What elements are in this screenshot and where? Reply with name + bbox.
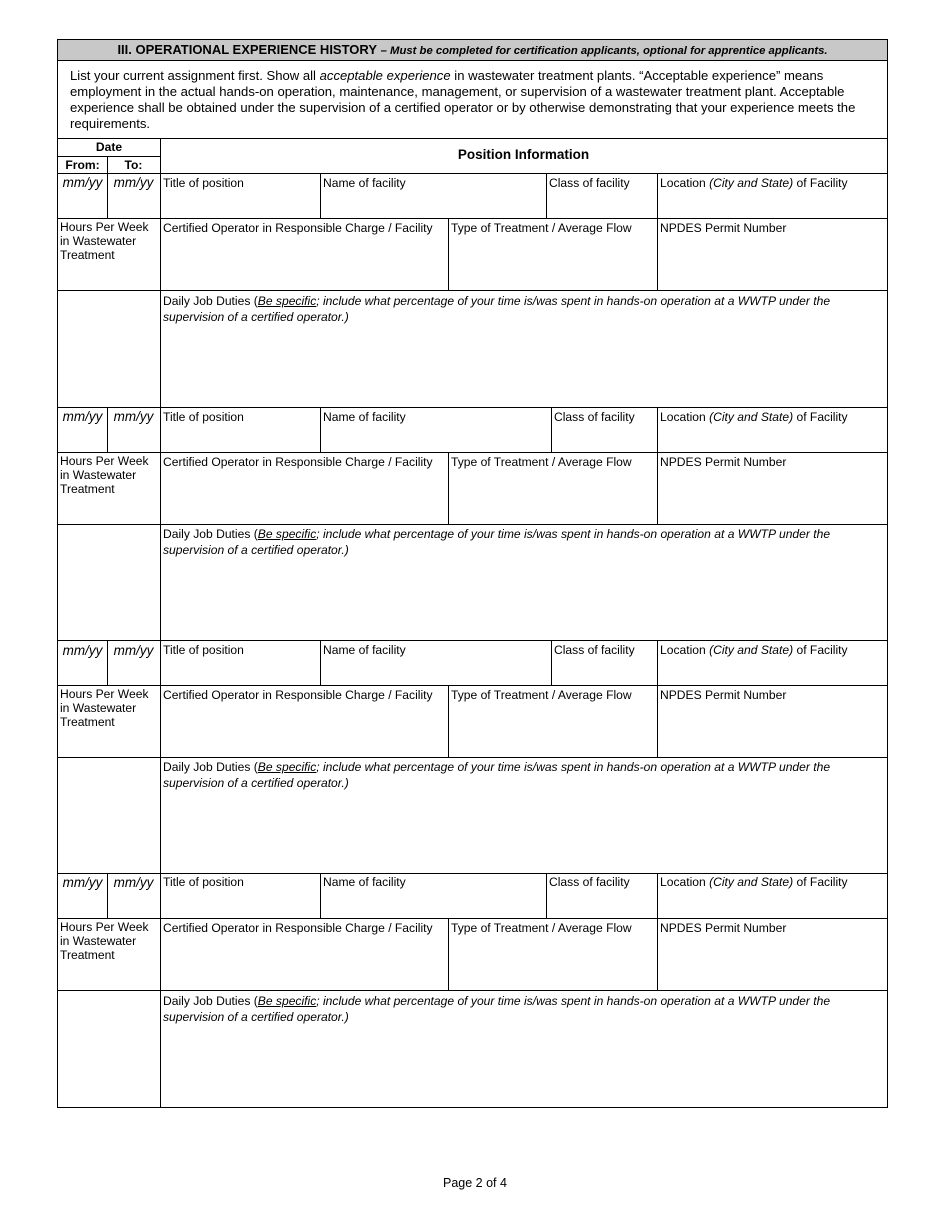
entry-2-location[interactable] — [660, 410, 848, 424]
entry-4-to-mmyy[interactable]: mm/yy — [113, 875, 154, 890]
section-note: – Must be completed for certification applicants, optional for apprentice applicants. — [380, 45, 828, 57]
entry-3-certified-operator[interactable]: Certified Operator in Responsible Charge / Facility — [163, 688, 433, 702]
entry-1-location[interactable] — [660, 176, 848, 190]
location-label: Location — [660, 875, 710, 889]
entry-3-div-d — [448, 685, 449, 757]
entry-3-div-c — [657, 640, 658, 757]
instructions-part-1: List your current assignment first. Show all — [70, 68, 320, 83]
entry-1-name-of-facility[interactable]: Name of facility — [323, 176, 406, 190]
instructions — [70, 68, 880, 132]
entry-3-div-b — [551, 640, 552, 685]
entry-1-class-of-facility[interactable]: Class of facility — [549, 176, 630, 190]
entry-4-location[interactable] — [660, 875, 848, 889]
entry-3-to-mmyy[interactable]: mm/yy — [113, 643, 154, 658]
entry-1-div-c — [657, 173, 658, 290]
page-number: Page 2 of 4 — [443, 1176, 507, 1190]
section-header — [58, 40, 887, 61]
duties-label: Daily Job Duties ( — [163, 760, 258, 774]
entry-2-daily-job-duties[interactable] — [163, 526, 863, 558]
entry-3-hours-per-week[interactable]: Hours Per Week in Wastewater Treatment — [60, 687, 149, 729]
location-label-end: of Facility — [793, 643, 848, 657]
entry-1-bottom — [58, 407, 887, 408]
duties-label-underlined: Be specific — [257, 760, 317, 774]
entry-4-div-a — [320, 873, 321, 918]
date-header-divider — [58, 156, 160, 157]
duties-label: Daily Job Duties ( — [163, 294, 258, 308]
duties-label: Daily Job Duties ( — [163, 527, 258, 541]
location-label: Location — [660, 643, 710, 657]
entry-4-row-divider-2 — [58, 990, 887, 991]
entry-3-from-mmyy[interactable]: mm/yy — [62, 643, 103, 658]
entry-4-certified-operator[interactable]: Certified Operator in Responsible Charge / Facility — [163, 921, 433, 935]
location-label: Location — [660, 176, 710, 190]
location-label: Location — [660, 410, 710, 424]
duties-label-rest: ; include what percentage of your time is/was spent in hands-on operation at a WWTP under the supervision of a certified operator.) — [163, 760, 831, 790]
entry-1-from-mmyy[interactable]: mm/yy — [62, 175, 103, 190]
instructions-italic: acceptable experience — [319, 68, 451, 83]
entry-3-title-of-position[interactable]: Title of position — [163, 643, 244, 657]
entry-1-certified-operator[interactable]: Certified Operator in Responsible Charge / Facility — [163, 221, 433, 235]
entry-4-from-mmyy[interactable]: mm/yy — [62, 875, 103, 890]
entry-1-to-mmyy[interactable]: mm/yy — [113, 175, 154, 190]
location-label-end: of Facility — [793, 410, 848, 424]
entry-2-bottom — [58, 640, 887, 641]
duties-label-rest: ; include what percentage of your time is/was spent in hands-on operation at a WWTP under the supervision of a certified operator.) — [163, 994, 831, 1024]
entry-1-div-d — [448, 218, 449, 290]
entry-4-type-of-treatment[interactable]: Type of Treatment / Average Flow — [451, 921, 632, 935]
entry-2-hours-per-week[interactable]: Hours Per Week in Wastewater Treatment — [60, 454, 149, 496]
entry-4-title-of-position[interactable]: Title of position — [163, 875, 244, 889]
entry-2-type-of-treatment[interactable]: Type of Treatment / Average Flow — [451, 455, 632, 469]
entry-4-hours-per-week[interactable]: Hours Per Week in Wastewater Treatment — [60, 920, 149, 962]
from-header: From: — [65, 158, 100, 172]
entry-2-row-divider-1 — [58, 452, 887, 453]
entry-2-row-divider-2 — [58, 524, 887, 525]
entry-3-class-of-facility[interactable]: Class of facility — [554, 643, 635, 657]
entry-4-daily-job-duties[interactable] — [163, 993, 863, 1025]
entry-4-npdes[interactable]: NPDES Permit Number — [660, 921, 787, 935]
left-column-divider — [160, 138, 161, 1107]
position-info-header: Position Information — [457, 147, 590, 162]
entry-2-name-of-facility[interactable]: Name of facility — [323, 410, 406, 424]
entry-4-div-c — [657, 873, 658, 990]
entry-2-to-mmyy[interactable]: mm/yy — [113, 409, 154, 424]
entry-1-type-of-treatment[interactable]: Type of Treatment / Average Flow — [451, 221, 632, 235]
duties-label-underlined: Be specific — [257, 527, 317, 541]
entry-2-div-a — [320, 407, 321, 452]
entry-3-name-of-facility[interactable]: Name of facility — [323, 643, 406, 657]
instructions-part-2: in wastewater treatment plants. “Acceptable experience” means employment in the actual hands-on operation, maintenance, management, or supervision of a wastewater treatment plant. Acceptable experience shall be obtained under the supervision of a certified operator or by otherwise demonstrating that your experience meets the requirements. — [70, 68, 856, 131]
duties-label-underlined: Be specific — [257, 294, 317, 308]
location-label-italic: (City and State) — [709, 176, 794, 190]
entry-2-div-c — [657, 407, 658, 524]
entry-3-daily-job-duties[interactable] — [163, 759, 863, 791]
entry-2-div-d — [448, 452, 449, 524]
section-title: III. OPERATIONAL EXPERIENCE HISTORY — [117, 42, 377, 57]
entry-3-npdes[interactable]: NPDES Permit Number — [660, 688, 787, 702]
entry-3-row-divider-2 — [58, 757, 887, 758]
entry-1-div-b — [546, 173, 547, 218]
entry-2-certified-operator[interactable]: Certified Operator in Responsible Charge / Facility — [163, 455, 433, 469]
date-header: Date — [95, 140, 123, 154]
entry-3-location[interactable] — [660, 643, 848, 657]
location-label-italic: (City and State) — [709, 410, 794, 424]
entry-1-hours-per-week[interactable]: Hours Per Week in Wastewater Treatment — [60, 220, 149, 262]
experience-form — [57, 39, 888, 1108]
entry-1-daily-job-duties[interactable] — [163, 293, 863, 325]
duties-label-rest: ; include what percentage of your time is/was spent in hands-on operation at a WWTP under the supervision of a certified operator.) — [163, 294, 831, 324]
entry-1-row-divider-2 — [58, 290, 887, 291]
entry-2-from-mmyy[interactable]: mm/yy — [62, 409, 103, 424]
entry-3-div-a — [320, 640, 321, 685]
entry-4-name-of-facility[interactable]: Name of facility — [323, 875, 406, 889]
entry-4-class-of-facility[interactable]: Class of facility — [549, 875, 630, 889]
to-header: To: — [124, 158, 143, 172]
entry-3-type-of-treatment[interactable]: Type of Treatment / Average Flow — [451, 688, 632, 702]
entry-4-row-divider-1 — [58, 918, 887, 919]
table-header-bottom — [58, 173, 887, 174]
entry-3-bottom — [58, 873, 887, 874]
entry-1-div-a — [320, 173, 321, 218]
entry-3-row-divider-1 — [58, 685, 887, 686]
location-label-italic: (City and State) — [709, 875, 794, 889]
entry-1-npdes[interactable]: NPDES Permit Number — [660, 221, 787, 235]
entry-4-div-b — [546, 873, 547, 918]
location-label-italic: (City and State) — [709, 643, 794, 657]
location-label-end: of Facility — [793, 875, 848, 889]
entry-1-title-of-position[interactable]: Title of position — [163, 176, 244, 190]
entry-2-div-b — [551, 407, 552, 452]
entry-4-div-d — [448, 918, 449, 990]
entry-1-row-divider-1 — [58, 218, 887, 219]
duties-label-rest: ; include what percentage of your time is/was spent in hands-on operation at a WWTP under the supervision of a certified operator.) — [163, 527, 831, 557]
entry-2-title-of-position[interactable]: Title of position — [163, 410, 244, 424]
duties-label-underlined: Be specific — [257, 994, 317, 1008]
entry-2-npdes[interactable]: NPDES Permit Number — [660, 455, 787, 469]
entry-2-class-of-facility[interactable]: Class of facility — [554, 410, 635, 424]
instructions-divider — [58, 138, 887, 139]
location-label-end: of Facility — [793, 176, 848, 190]
duties-label: Daily Job Duties ( — [163, 994, 258, 1008]
